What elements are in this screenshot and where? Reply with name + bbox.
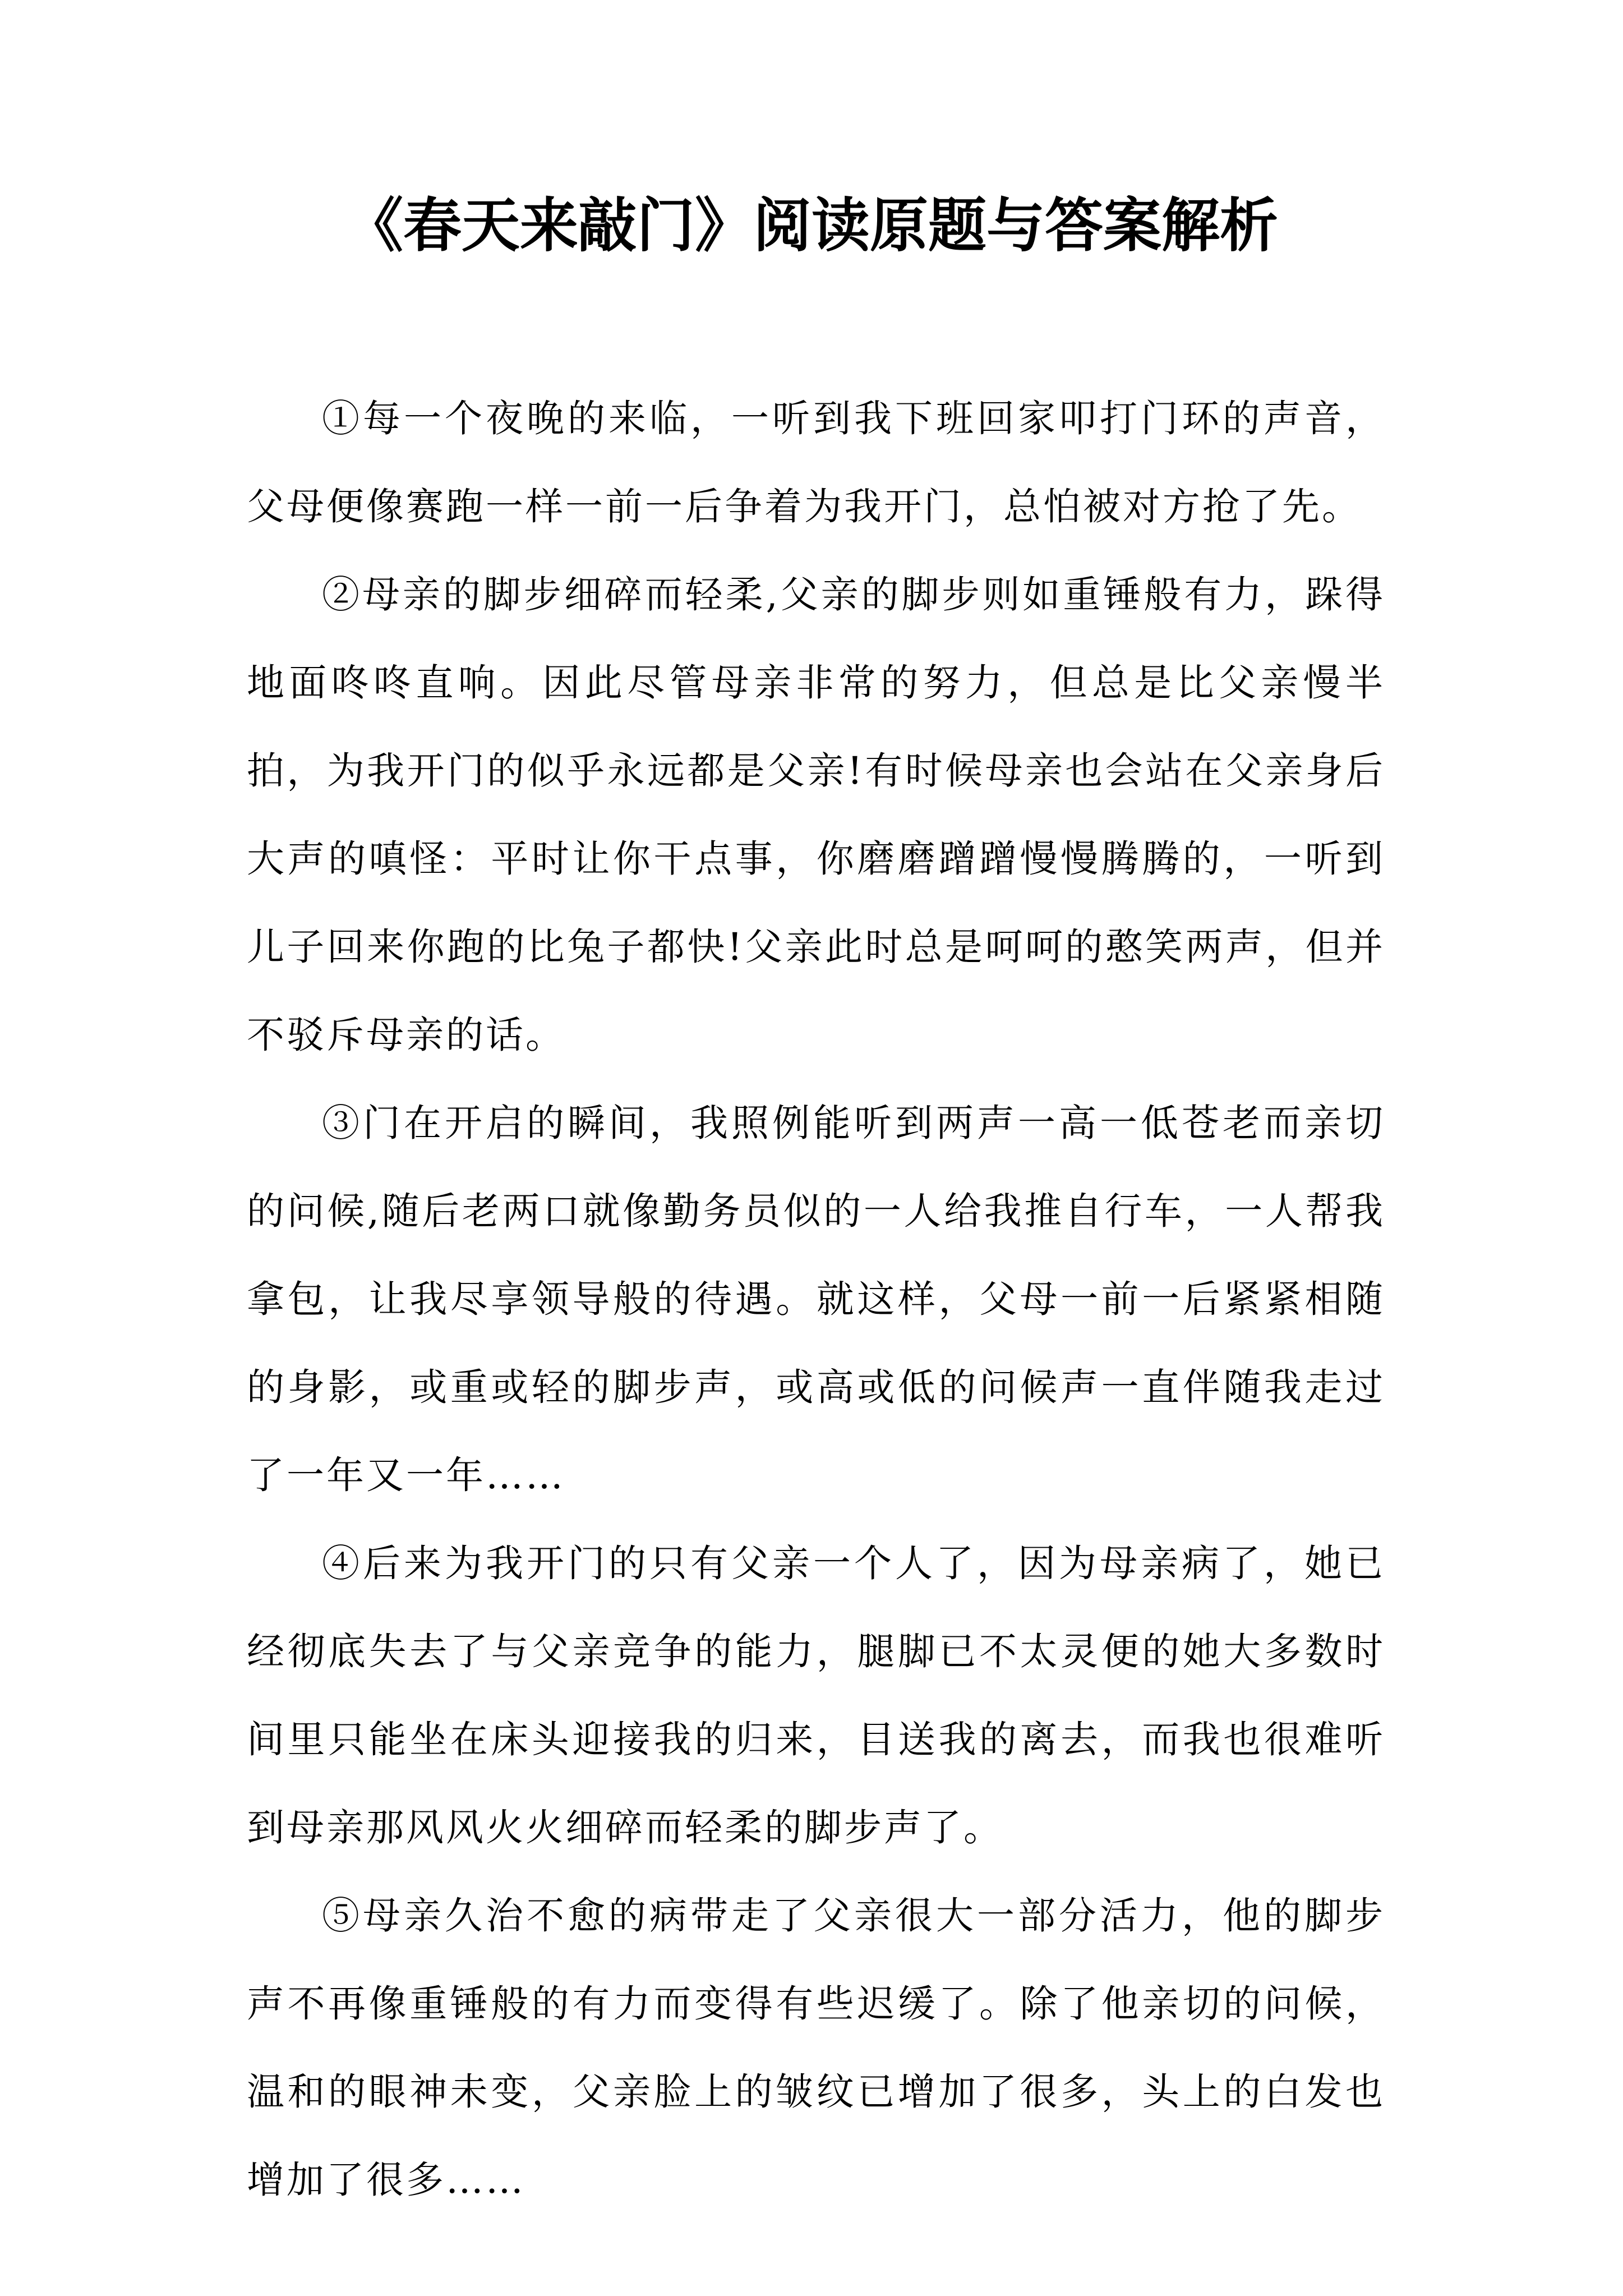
paragraph-3: ③门在开启的瞬间，我照例能听到两声一高一低苍老而亲切的问候,随后老两口就像勤务员似的一人给我推自行车，一人帮我拿包，让我尽享领导般的待遇。就这样，父母一前一后紧紧相随的身影，或重或轻的脚步声，或高或低的问候声一直伴随我走过了一年又一年…… [247,1101,1385,1497]
paragraph-5: ⑤母亲久治不愈的病带走了父亲很大一部分活力，他的脚步声不再像重锤般的有力而变得有些迟缓了。除了他亲切的问候，温和的眼神未变，父亲脸上的皱纹已增加了很多，头上的白发也增加了很多…… [247,1894,1385,2202]
paragraph-4: ④后来为我开门的只有父亲一个人了，因为母亲病了，她已经彻底失去了与父亲竞争的能力，腿脚已不太灵便的她大多数时间里只能坐在床头迎接我的归来，目送我的离去，而我也很难听到母亲那风风火火细碎而轻柔的脚步声了。 [247,1542,1385,1849]
paragraph-2: ②母亲的脚步细碎而轻柔,父亲的脚步则如重锤般有力，跺得地面咚咚直响。因此尽管母亲非常的努力，但总是比父亲慢半拍，为我开门的似乎永远都是父亲!有时候母亲也会站在父亲身后大声的嗔怪：平时让你干点事，你磨磨蹭蹭慢慢腾腾的，一听到儿子回来你跑的比兔子都快!父亲此时总是呵呵的憨笑两声，但并不驳斥母亲的话。 [247,573,1385,1057]
document-title: 《春天来敲门》阅读原题与答案解析 [344,191,1278,260]
article-body [247,375,1385,2224]
paragraph-1: ①每一个夜晚的来临，一听到我下班回家叩打门环的声音，父母便像赛跑一样一前一后争着为我开门，总怕被对方抢了先。 [247,397,1385,528]
